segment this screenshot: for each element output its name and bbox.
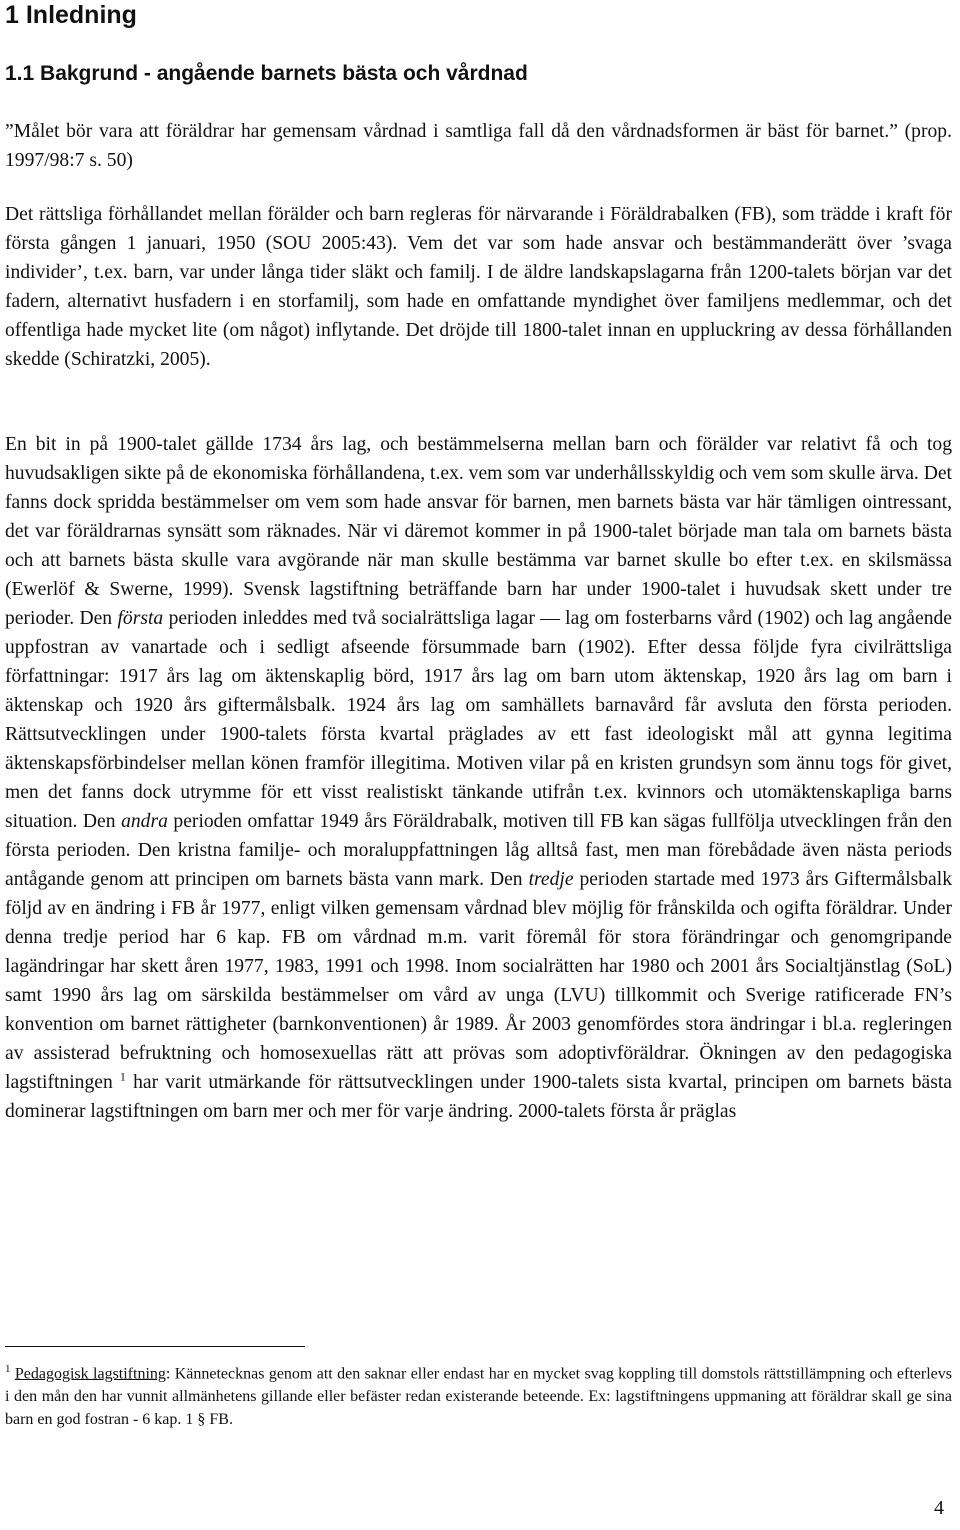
footnote [5,1358,952,1431]
paragraph-2 [5,430,952,1126]
paragraph-2-text-c: perioden omfattar 1949 års Föräldrabalk, motiven till FB kan sägas fullfölja utvecklingen från den första perioden. Den kristna familje- och moraluppfattningen låg alltså fast, men man förebådade även nästa periods antågande genom att principen om barnets bästa vann mark. Den [5,811,952,890]
footnote-reference[interactable]: 1 [119,1069,126,1084]
paragraph-2-text-e: har varit utmärkande för rättsutvecklingen under 1900-talets sista kvartal, principen om barnets bästa dominerar lagstiftningen om barn mer och mer för varje ändring. 2000-talets första år präglas [5,1072,952,1122]
emphasis-andra: andra [121,811,168,832]
quote-paragraph: ”Målet bör vara att föräldrar har gemensam vårdnad i samtliga fall då den vårdnadsformen är bäst för barnet.” (prop. 1997/98:7 s. 50) [5,121,952,171]
footnote-term: Pedagogisk lagstiftning [14,1365,166,1383]
emphasis-tredje: tredje [528,869,574,890]
footnote-number: 1 [5,1363,11,1375]
footnote-text: : Kännetecknas genom att den saknar eller endast har en mycket svag koppling till domstols rättstillämpning och efterlevs i den mån den har vunnit allmänhetens gillande eller befäster redan existerande beteende. Ex: lagstiftningens uppmaning att föräldrar skall ge sina barn en god fostran - 6 kap. 1 § FB. [5,1365,953,1429]
paragraph-1: Det rättsliga förhållandet mellan förälder och barn regleras för närvarande i Föräldrabalken (FB), som trädde i kraft för första gången 1 januari, 1950 (SOU 2005:43). Vem det var som hade ansvar och bestämmanderätt över ’svaga individer’, t.ex. barn, var under långa tider släkt och familj. I de äldre landskapslagarna från 1200-talets början var det fadern, alternativt husfadern i en storfamilj, som hade en omfattande myndighet över familjens medlemmar, och det offentliga hade mycket lite (om något) inflytande. Det dröjde till 1800-talet innan en uppluckring av dessa förhållanden skedde (Schiratzki, 2005). [5,204,952,370]
chapter-heading: 1 Inledning [5,1,137,29]
paragraph-2-text-a: En bit in på 1900-talet gällde 1734 års lag, och bestämmelserna mellan barn och förälder var relativt få och tog huvudsakligen sikte på de ekonomiska förhållandena, t.ex. vem som var underhållsskyldig och vem som skulle ärva. Det fanns dock spridda bestämmelser om vem som hade ansvar för barnen, men barnets bästa var här tämligen ointressant, det var föräldrarnas synsätt som räknades. När vi däremot kommer in på 1900-talet började man tala om barnets bästa och att barnets bästa skulle vara avgörande när man skulle bestämma var barnet skulle bo efter t.ex. en skilsmässa (Ewerlöf & Swerne, 1999). Svensk lagstiftning beträffande barn har under 1900-talet i huvudsak skett under tre perioder. Den [5,434,952,629]
page-number: 4 [934,1497,944,1519]
emphasis-forsta: första [117,608,164,629]
section-heading: 1.1 Bakgrund - angående barnets bästa och vårdnad [5,62,528,85]
footnote-divider [5,1346,305,1347]
paragraph-2-text-d: perioden startade med 1973 års Giftermålsbalk följd av en ändring i FB år 1977, enligt vilken gemensam vårdnad blev möjlig för frånskilda och ogifta föräldrar. Under denna tredje period har 6 kap. FB om vårdnad m.m. varit föremål för stora förändringar och genomgripande lagändringar har skett åren 1977, 1983, 1991 och 1998. Inom socialrätten har 1980 och 2001 års Socialtjänstlag (SoL) samt 1990 års lag om särskilda bestämmelser om vård av unga (LVU) tillkommit och Sverige ratificerade FN’s konvention om barnet rättigheter (barnkonventionen) år 1989. År 2003 genomfördes stora ändringar i bl.a. regleringen av assisterad befruktning och homosexuellas rätt att prövas som adoptivföräldrar. Ökningen av den pedagogiska lagstiftningen [5,869,952,1093]
paragraph-2-text-b: perioden inleddes med två socialrättsliga lagar — lag om fosterbarns vård (1902) och lag angående uppfostran av vanartade och i sedligt afseende försummade barn (1902). Efter dessa följde fyra civilrättsliga författningar: 1917 års lag om äktenskaplig börd, 1917 års lag om barn utom äktenskap, 1920 års lag om barn i äktenskap och 1920 års giftermålsbalk. 1924 års lag om samhällets barnavård får avsluta den första perioden. Rättsutvecklingen under 1900-talets första kvartal präglades av ett fast ideologiskt mål att gynna legitima äktenskapsförbindelser mellan könen framför illegitima. Motiven vilar på en kristen grundsyn som ännu togs för givet, men det fanns dock utrymme för ett visst realistiskt tänkande utifrån t.ex. kvinnors och utomäktenskapliga barns situation. Den [5,608,952,832]
